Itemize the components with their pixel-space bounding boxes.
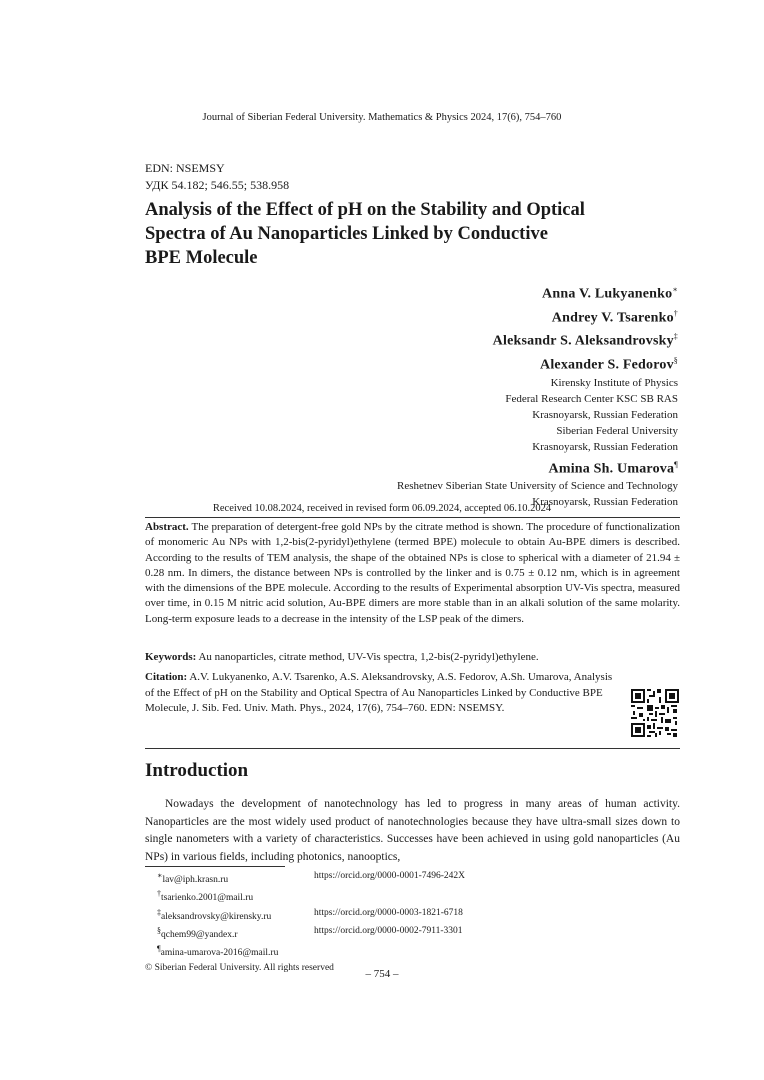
author-name: Anna V. Lukyanenko∗ — [542, 285, 678, 302]
abstract-text: The preparation of detergent-free gold NPs by the citrate method is shown. The procedure of functionalization of monomeric Au NPs with 1,2-bis(2-pyridyl)ethylene (termed BPE) molecule to obtain Au-BPE dimers is described. According to the results of TEM analysis, the shape of the obtained NPs is close to spherical with a diameter of 21.94 ± 0.28 nm. In dimers, the distance between NPs is controlled by the linker and is 0.75 ± 0.12 nm, which is in agreement with the dimensions of the BPE molecule. According to the results of Experimental absorption UV-Vis spectra, measured over time, in 0.15 M nitric acid solution, Au-BPE dimers are more stable than in an alkali solution of the same molarity. Long-term exposure leads to a decrease in the intensity of the LSP peak of the dimers. — [145, 521, 680, 625]
copyright-notice: © Siberian Federal University. All rights reserved — [145, 962, 334, 973]
edn-line: EDN: NSEMSY — [145, 161, 225, 175]
footnote-email[interactable]: lav@iph.krasn.ru — [162, 875, 229, 886]
journal-header: Journal of Siberian Federal University. Mathematics & Physics 2024, 17(6), 754–760 — [202, 112, 562, 123]
author-name: Aleksandr S. Aleksandrovsky‡ — [492, 332, 678, 349]
keywords — [145, 650, 680, 665]
author-name: Alexander S. Fedorov§ — [540, 355, 678, 373]
affiliation-line: Krasnoyarsk, Russian Federation — [532, 408, 678, 421]
footnote-orcid[interactable]: https://orcid.org/0000-0002-7911-3301 — [314, 926, 463, 937]
keywords-label: Keywords: — [145, 651, 197, 663]
keywords-text: Au nanoparticles, citrate method, UV-Vis spectra, 1,2-bis(2-pyridyl)ethylene. — [198, 651, 539, 663]
footnote-email[interactable]: amina-umarova-2016@mail.ru — [160, 948, 279, 959]
footnote: ¶amina-umarova-2016@mail.ru — [157, 944, 279, 959]
footnote: ‡aleksandrovsky@kirensky.ru https://orcid.org/0000-0003-1821-6718 — [145, 906, 465, 924]
divider — [145, 748, 680, 749]
author-name: Andrey V. Tsarenko† — [551, 308, 678, 326]
citation — [145, 670, 615, 717]
affiliation-line: Krasnoyarsk, Russian Federation — [532, 440, 678, 453]
affiliation-line: Federal Research Center KSC SB RAS — [505, 392, 678, 405]
footnote-divider — [145, 866, 285, 867]
footnote: ∗lav@iph.krasn.ru https://orcid.org/0000-0001-7496-242X — [145, 869, 465, 887]
affiliation-line: Krasnoyarsk, Russian Federation — [532, 496, 678, 509]
abstract — [145, 520, 680, 627]
footnotes — [145, 869, 465, 975]
title-line: BPE Molecule — [145, 248, 258, 268]
footnote-orcid[interactable]: https://orcid.org/0000-0003-1821-6718 — [314, 907, 463, 918]
affiliation-line: Reshetnev Siberian State University of Science and Technology — [397, 480, 678, 493]
title-line: Spectra of Au Nanoparticles Linked by Conductive — [145, 224, 548, 244]
citation-text: A.V. Lukyanenko, A.V. Tsarenko, A.S. Aleksandrovsky, A.S. Fedorov, A.Sh. Umarova, Analysis of the Effect of pH on the Stability and Optical Spectra of Au Nanoparticles Linked by Conductive BPE Molecule, J. Sib. Fed. Univ. Math. Phys., 2024, 17(6), 754–760. EDN: NSEMSY. — [145, 671, 613, 714]
footnote: †tsarienko.2001@mail.ru — [157, 889, 254, 904]
footnote-email[interactable]: tsarienko.2001@mail.ru — [161, 893, 254, 904]
section-heading: Introduction — [145, 760, 249, 781]
received-dates: Received 10.08.2024, received in revised form 06.09.2024, accepted 06.10.2024 — [212, 503, 552, 514]
article-meta — [145, 160, 289, 194]
footnote-email[interactable]: aleksandrovsky@kirensky.ru — [161, 911, 272, 922]
footnote-email[interactable]: qchem99@yandex.r — [161, 930, 238, 941]
udk-line: УДК 54.182; 546.55; 538.958 — [145, 178, 290, 192]
page-number: – 754 – — [365, 968, 399, 980]
affiliation-line: Siberian Federal University — [556, 424, 678, 437]
author-name: Amina Sh. Umarova¶ — [548, 459, 678, 477]
footnote-orcid[interactable]: https://orcid.org/0000-0001-7496-242X — [314, 871, 466, 881]
citation-label: Citation: — [145, 671, 188, 683]
affiliation-line: Kirensky Institute of Physics — [550, 376, 678, 389]
qr-code-icon[interactable] — [631, 689, 679, 737]
intro-paragraph — [145, 796, 680, 866]
paragraph-text: Nowadays the development of nanotechnology has led to progress in many areas of human activity. Nanoparticles are the most widely used product of nanotechnologies because they have ultra-small sizes down to single nanometers with a variety of characteristics. Successes have been achieved in using gold nanoparticles (Au NPs) in various fields, including photonics, nanooptics, — [145, 798, 680, 863]
author-block — [397, 280, 678, 510]
abstract-label: Abstract. — [145, 521, 189, 533]
footnote: §qchem99@yandex.r https://orcid.org/0000-0002-7911-3301 — [145, 924, 465, 942]
divider — [145, 517, 680, 518]
title-line: Analysis of the Effect of pH on the Stability and Optical — [145, 200, 585, 220]
article-title — [145, 198, 685, 270]
